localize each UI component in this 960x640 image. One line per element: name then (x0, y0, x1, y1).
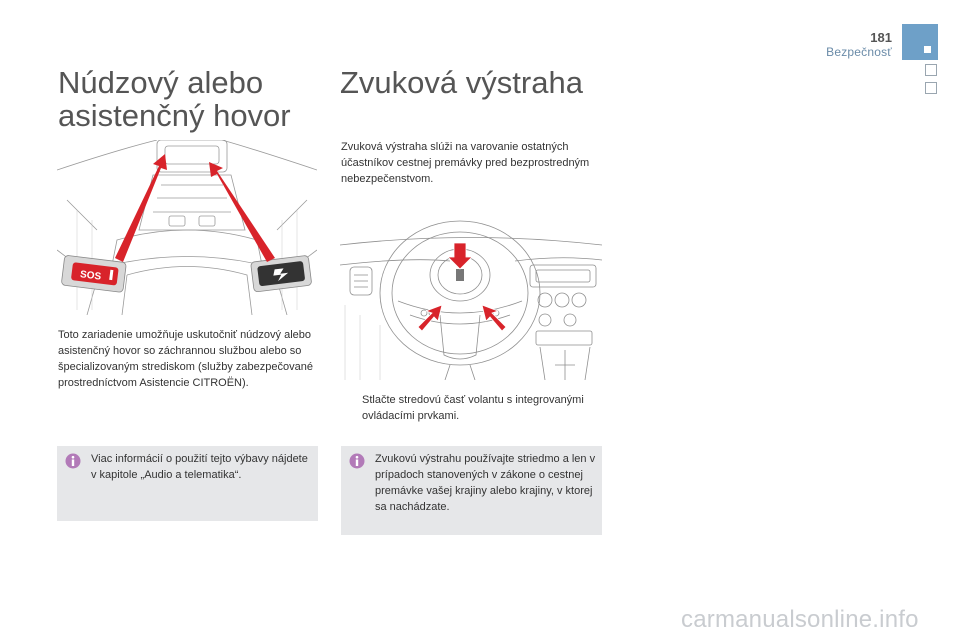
steering-wheel-illustration (340, 205, 602, 380)
section-name: Bezpečnosť (826, 45, 892, 59)
info-text: Viac informácií o použití tejto výbavy nájdete v kapitole „Audio a telematika“. (91, 453, 308, 481)
arrow-icon (418, 305, 442, 331)
arrow-icon (482, 305, 506, 331)
title-line: Núdzový alebo (58, 65, 264, 100)
emergency-call-description: Toto zariadenie umožňuje uskutočniť núdzový alebo asistenčný hovor so záchrannou službou alebo so špecializovaným strediskom (služby zabezpečované prostredníctvom Asistencie CITROËN). (58, 329, 313, 389)
instruction-text: Stlačte stredovú časť volantu s integrovanými ovládacími prvkami. (362, 394, 584, 422)
chapter-tab[interactable] (925, 64, 937, 76)
horn-intro: Zvuková výstraha slúži na varovanie ostatných účastníkov cestnej premávky pred bezprostredným nebezpečenstvom. (341, 141, 590, 185)
info-text: Zvukovú výstrahu používajte striedmo a len v prípadoch stanovených v zákone o cestnej premávke vašej krajiny alebo krajiny, v ktorej sa nachádzate. (375, 453, 596, 513)
info-icon (349, 453, 365, 469)
horn-title: Zvuková výstraha (340, 65, 583, 100)
tab-dot-icon (924, 46, 931, 53)
arrow-icon (115, 154, 167, 262)
emergency-buttons-figure (57, 140, 317, 315)
info-box (341, 446, 602, 535)
sos-button-label: SOS (79, 269, 102, 283)
info-box (57, 446, 318, 521)
chapter-tab[interactable] (925, 82, 937, 94)
roof-console-illustration (57, 140, 317, 315)
emergency-call-title (58, 66, 291, 132)
title-line: asistenčný hovor (58, 98, 291, 133)
chapter-tab-active[interactable] (902, 24, 938, 60)
watermark: carmanualsonline.info (681, 606, 919, 633)
arrow-down-icon (448, 243, 472, 269)
horn-instruction (341, 392, 606, 424)
info-icon (65, 453, 81, 469)
steering-wheel-figure (340, 205, 602, 380)
page-number: 181 (870, 30, 892, 45)
